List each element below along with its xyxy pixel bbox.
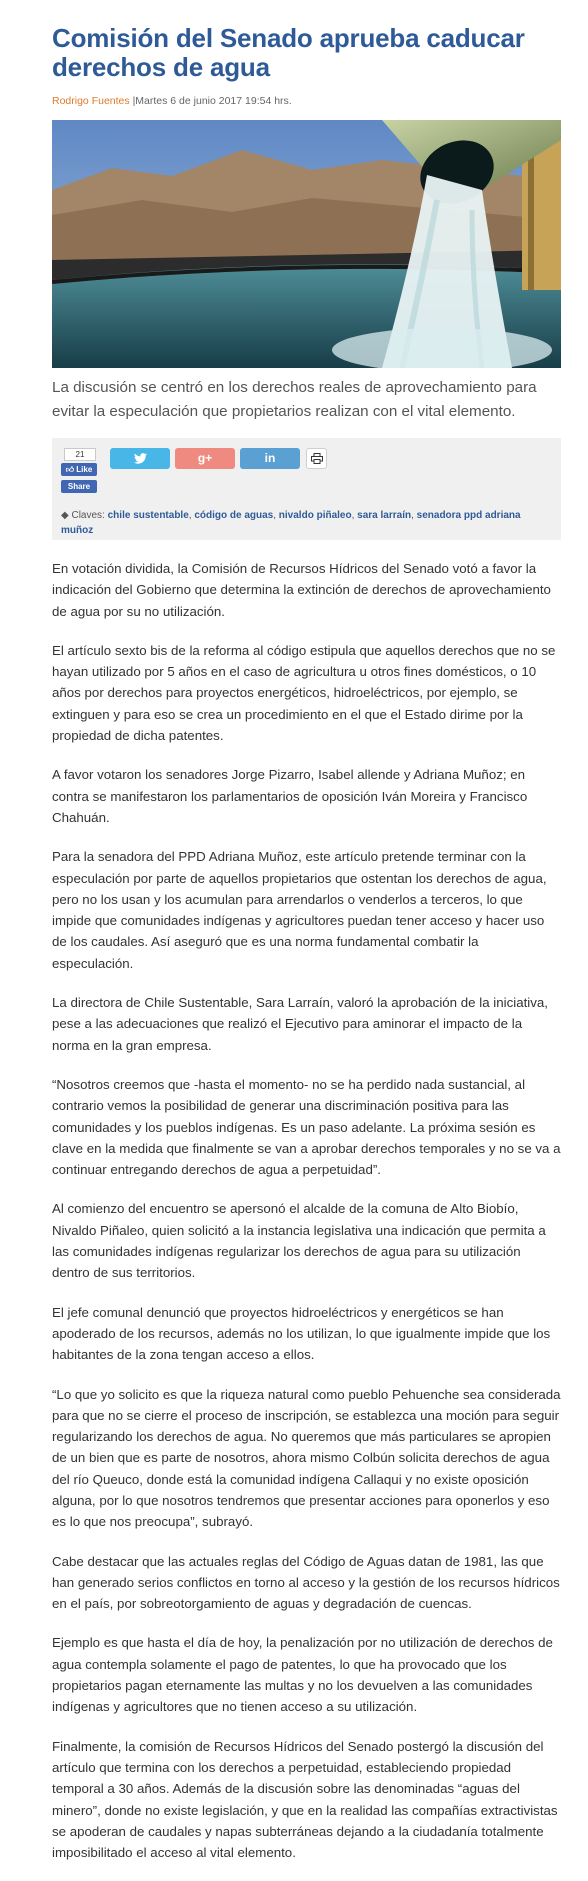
body-paragraph: “Lo que yo solicito es que la riqueza natural como pueblo Pehuenche sea considerada para que no se cierre el proceso de inscripción, se establezca una moción para seguir regularizando los derechos de agua. No queremos que más particulares se apropien de un bien que es parte de nosotros, ahora mismo Colbún solicita derechos de agua del río Queuco, donde está la comunidad indígena Callaqui y no existe oposición alguna, por lo que nosotros tendremos que presentar acciones para oponerlos y eso es lo que nos preocupa”, subrayó.	[52, 1386, 561, 1530]
print-button[interactable]	[306, 448, 327, 469]
body-paragraph: El jefe comunal denunció que proyectos hidroeléctricos y energéticos se han apoderado de los recursos, además no los utilizan, lo que igualmente impide que los habitantes de la zona tengan acceso a ellos.	[52, 1304, 551, 1363]
facebook-like-button[interactable]	[61, 463, 97, 476]
tags-row: ◆ Claves: chile sustentable, código de aguas, nivaldo piñaleo, sara larraín, senadora ppd adriana muñoz	[61, 510, 521, 536]
thumbs-up-icon: 👍︎	[65, 465, 75, 474]
body-paragraph: Ejemplo es que hasta el día de hoy, la penalización por no utilización de derechos de agua contempla solamente el pago de patentes, lo que ha provocado que los propietarios pagan eternamente las multas y no los devuelven a las comunidades indígenas y agricultores que no tienen acceso a su utilización.	[52, 1635, 553, 1715]
tag-link[interactable]: código de aguas	[194, 510, 274, 521]
print-icon	[311, 453, 323, 464]
article-meta	[52, 94, 561, 108]
hero-image	[52, 120, 561, 368]
body-paragraph: El artículo sexto bis de la reforma al código estipula que aquellos derechos que no se hayan utilizado por 5 años en el caso de agricultura u otros fines domésticos, o 10 años por derechos para proyectos energéticos, hidroeléctricos, por ejemplo, se extinguen y para eso se crea un procedimiento en el que el Estado dirime por la propiedad de dicha patentes.	[52, 642, 556, 744]
facebook-share-button[interactable]: Share	[61, 480, 97, 493]
publish-date: |Martes 6 de junio 2017 19:54 hrs.	[132, 95, 292, 107]
body-paragraph: Al comienzo del encuentro se apersonó el alcalde de la comuna de Alto Biobío, Nivaldo Piñaleo, quien solicitó a la instancia legislativa una indicación que permita a las comunidades indígenas regularizar los derechos de agua para su utilización dentro de sus territorios.	[52, 1201, 546, 1281]
share-bar	[52, 438, 561, 540]
article	[52, 0, 561, 1881]
twitter-icon	[134, 453, 147, 464]
tag-link[interactable]: sara larraín	[357, 510, 412, 521]
facebook-widget	[61, 448, 100, 493]
tags-label: Claves:	[71, 510, 105, 521]
tag-link[interactable]: chile sustentable	[107, 510, 189, 521]
body-paragraph: En votación dividida, la Comisión de Recursos Hídricos del Senado votó a favor la indicación del Gobierno que determina la extinción de derechos de aprovechamiento de agua por su no utilización.	[52, 561, 551, 619]
twitter-share-button[interactable]	[110, 448, 170, 469]
body-paragraph: A favor votaron los senadores Jorge Pizarro, Isabel allende y Adriana Muñoz; en contra se manifestaron los parlamentarios de oposición Iván Moreira y Francisco Chahuán.	[52, 767, 528, 825]
body-paragraph: Cabe destacar que las actuales reglas del Código de Aguas datan de 1981, las que han generado serios conflictos en torno al acceso y la gestión de los recursos hídricos en el país, por sobreotorgamiento de aguas y degradación de cuencas.	[52, 1553, 560, 1612]
linkedin-icon: in	[264, 451, 276, 465]
article-lead: La discusión se centró en los derechos reales de aprovechamiento para evitar la especulación que propietarios realizan con el vital elemento.	[52, 379, 537, 420]
linkedin-share-button[interactable]	[240, 448, 300, 469]
article-body	[52, 558, 561, 1863]
tag-icon: ◆	[61, 510, 69, 521]
googleplus-share-button[interactable]	[175, 448, 235, 469]
body-paragraph: “Nosotros creemos que -hasta el momento- no se ha perdido nada sustancial, al contrario vemos la posibilidad de generar una discriminación positiva para las comunidades y los pueblos indígenas. Es un paso adelante. La próxima sesión es clave en la medida que finalmente se van a aprobar derechos temporales y no se va a continuar entregando derechos de agua a perpetuidad”.	[52, 1076, 561, 1178]
article-title: Comisión del Senado aprueba caducar derechos de agua	[52, 23, 525, 82]
body-paragraph: La directora de Chile Sustentable, Sara Larraín, valoró la aprobación de la iniciativa, pese a las adecuaciones que realizó el Ejecutivo para aminorar el impacto de la norma en la gran empresa.	[52, 995, 548, 1053]
facebook-like-label: Like	[76, 465, 93, 474]
body-paragraph: Para la senadora del PPD Adriana Muñoz, este artículo pretende terminar con la especulación por parte de aquellos propietarios que ostentan los derechos de agua, pero no los usan y los acumulan para arrendarlos o venderlos a terceros, lo que impide que comunidades indígenas y agricultores puedan tener acceso y hacer uso de los caudales. Así aseguró que es una norma fundamental combatir la especulación.	[52, 849, 547, 971]
body-paragraph: Finalmente, la comisión de Recursos Hídricos del Senado postergó la discusión del artículo que termina con los derechos a perpetuidad, estableciendo propiedad temporal a 30 años. Además de la discusión sobre las denominadas “aguas del minero”, donde no existe legislación, y que en la realidad las compañías extractivistas se apoderan de caudales y napas subterráneas dejando a la ciudadanía totalmente imposibilitado el acceso al vital elemento.	[52, 1738, 558, 1861]
tag-link[interactable]: nivaldo piñaleo	[278, 510, 352, 521]
tag-link[interactable]: senadora ppd adriana muñoz	[61, 510, 521, 536]
googleplus-icon: g+	[197, 451, 213, 465]
facebook-like-count: 21	[64, 448, 96, 461]
author-link[interactable]: Rodrigo Fuentes	[52, 95, 130, 107]
